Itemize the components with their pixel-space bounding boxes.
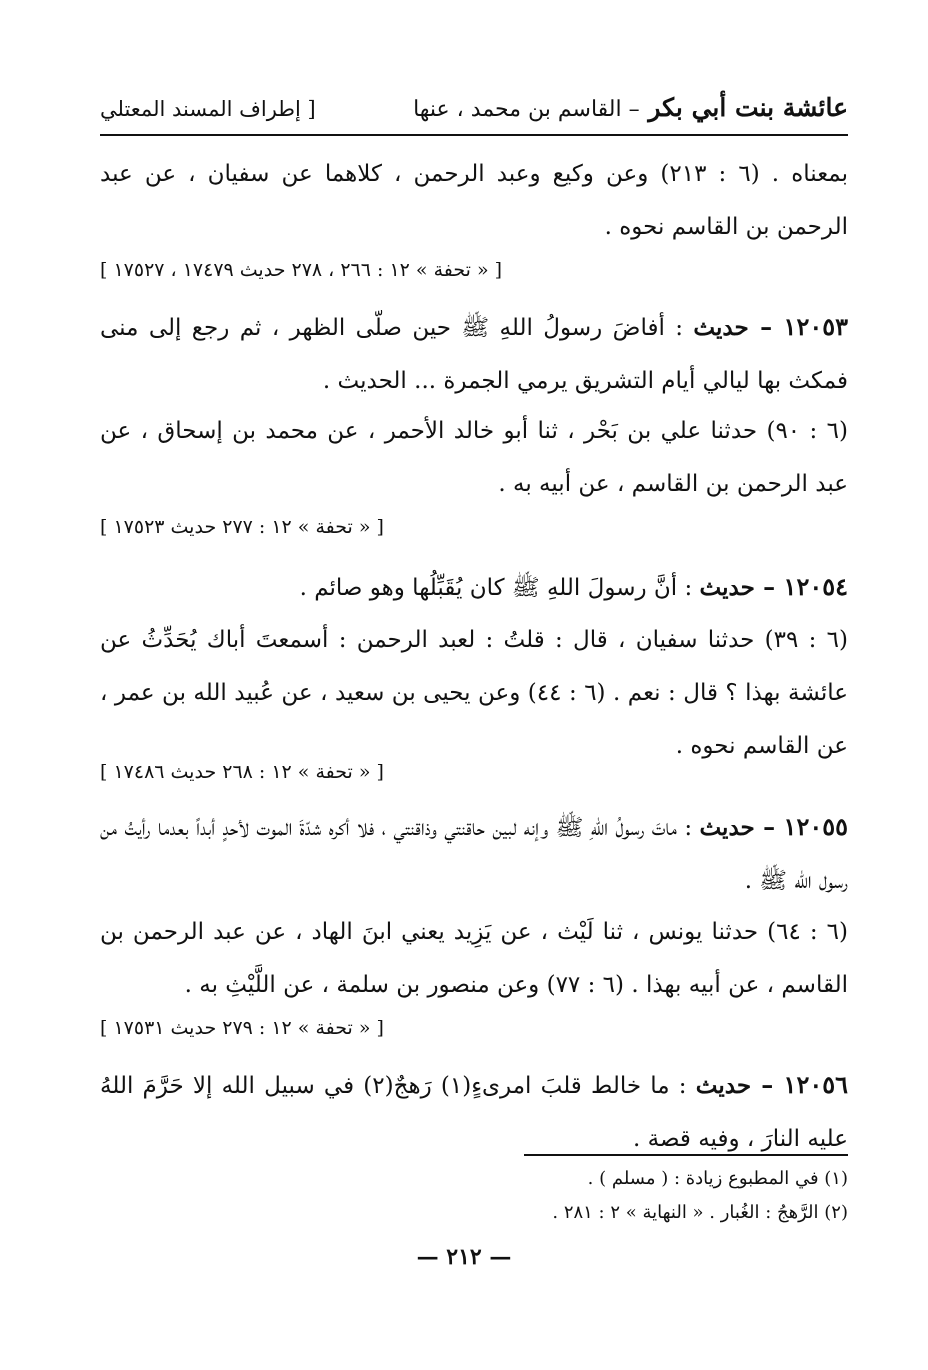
header-title: عائشة بنت أبي بكر bbox=[648, 93, 848, 122]
header-chapter bbox=[413, 88, 848, 130]
hadith-number: ١٢٠٥٤ bbox=[783, 572, 848, 601]
tuhfa-reference: [ « تحفة » ١٢ : ٢٧٩ حديث ١٧٥٣١ ] bbox=[100, 1017, 384, 1039]
hadith-text: : ما خالط قلبَ امرىءٍ(١) رَهجٌ(٢) في سبيل الله إلا حَرَّمَ اللهُ عليه النارَ ، وفيه قصة . bbox=[100, 1073, 848, 1152]
tuhfa-reference: [ « تحفة » ١٢ : ٢٧٧ حديث ١٧٥٢٣ ] bbox=[100, 516, 384, 538]
isnad-block: (٦ : ٦٤) حدثنا يونس ، ثنا لَيْث ، عن يَزِيد يعني ابنَ الهاد ، عن عبد الرحمن بن القاسم ، عن أبيه بهذا . (٦ : ٧٧) وعن منصور بن سلمة ، عن اللَّيْثِ به . bbox=[100, 919, 848, 998]
hadith-number: ١٢٠٥٣ bbox=[783, 312, 848, 341]
page-number: — ٢١٢ — bbox=[416, 1244, 512, 1270]
header-book-title: [ إطراف المسند المعتلي bbox=[100, 97, 316, 121]
hadith-number: ١٢٠٥٦ bbox=[783, 1070, 848, 1099]
isnad-block: (٦ : ٣٩) حدثنا سفيان ، قال : قلتُ : لعبد الرحمن : أسمعتَ أباك يُحَدِّثُ عن عائشة بهذا ؟ قال : نعم . (٦ : ٤٤) وعن يحيى بن سعيد ، عن عُبيد الله بن عمر ، عن القاسم نحوه . bbox=[100, 627, 849, 759]
text-block: بمعناه . (٦ : ٢١٣) وعن وكيع وعبد الرحمن ، كلاهما عن سفيان ، عن عبد الرحمن بن القاسم نحوه . bbox=[100, 161, 849, 240]
isnad-block: (٦ : ٩٠) حدثنا علي بن بَحْر ، ثنا أبو خالد الأحمر ، عن محمد بن إسحاق ، عن عبد الرحمن بن القاسم ، عن أبيه به . bbox=[100, 418, 849, 497]
footnote-1: (١) في المطبوع زيادة : ( مسلم ) . bbox=[587, 1168, 848, 1189]
hadith-keyword: حديث bbox=[699, 574, 755, 601]
tuhfa-reference: [ « تحفة » ١٢ : ٢٦٨ حديث ١٧٤٨٦ ] bbox=[100, 761, 384, 783]
hadith-entry: ١٢٠٥٤ – حديث : أنَّ رسولَ اللهِ ﷺ كان يُقَبِّلُها وهو صائم . bbox=[299, 572, 848, 601]
hadith-keyword: حديث bbox=[693, 314, 749, 341]
running-header bbox=[100, 88, 848, 128]
footnote-rule bbox=[524, 1154, 848, 1156]
hadith-keyword: حديث bbox=[695, 1072, 752, 1099]
tuhfa-reference: [ « تحفة » ١٢ : ٢٦٦ ، ٢٧٨ حديث ١٧٤٧٩ ، ١٧٥٢٧ ] bbox=[100, 259, 503, 281]
hadith-text: : ماتَ رسولُ اللهِ ﷺ وإنه لبين حاقنتي وذاقنتي ، فلا أكره شدّةَ الموت لأحدٍ أبداً بعدما رأيتُ من رسول الله ﷺ . bbox=[100, 815, 848, 894]
hadith-keyword: حديث bbox=[699, 814, 755, 841]
hadith-entry: ١٢٠٥٥ – حديث : ماتَ رسولُ اللهِ ﷺ وإنه لبين حاقنتي وذاقنتي ، فلا أكره شدّةَ الموت لأحدٍ أبداً بعدما رأيتُ من رسول الله ﷺ . bbox=[100, 812, 848, 894]
header-rule bbox=[100, 134, 848, 136]
hadith-number: ١٢٠٥٥ bbox=[783, 812, 848, 841]
hadith-text: : أفاضَ رسولُ اللهِ ﷺ حين صلّى الظهر ، ثم رجع إلى منى فمكث بها ليالي أيام التشريق يرمي الجمرة ... الحديث . bbox=[100, 315, 848, 394]
footnote-2: (٢) الرَّهجُ : الغُبار . « النهاية » ٢ : ٢٨١ . bbox=[552, 1202, 848, 1223]
hadith-text: : أنَّ رسولَ اللهِ ﷺ كان يُقَبِّلُها وهو صائم . bbox=[299, 575, 700, 601]
header-subtitle: – القاسم بن محمد ، عنها bbox=[413, 97, 640, 122]
hadith-entry: ١٢٠٥٦ – حديث : ما خالط قلبَ امرىءٍ(١) رَهجٌ(٢) في سبيل الله إلا حَرَّمَ اللهُ عليه النارَ ، وفيه قصة . bbox=[100, 1070, 848, 1152]
hadith-entry: ١٢٠٥٣ – حديث : أفاضَ رسولُ اللهِ ﷺ حين صلّى الظهر ، ثم رجع إلى منى فمكث بها ليالي أيام التشريق يرمي الجمرة ... الحديث . bbox=[100, 312, 848, 394]
